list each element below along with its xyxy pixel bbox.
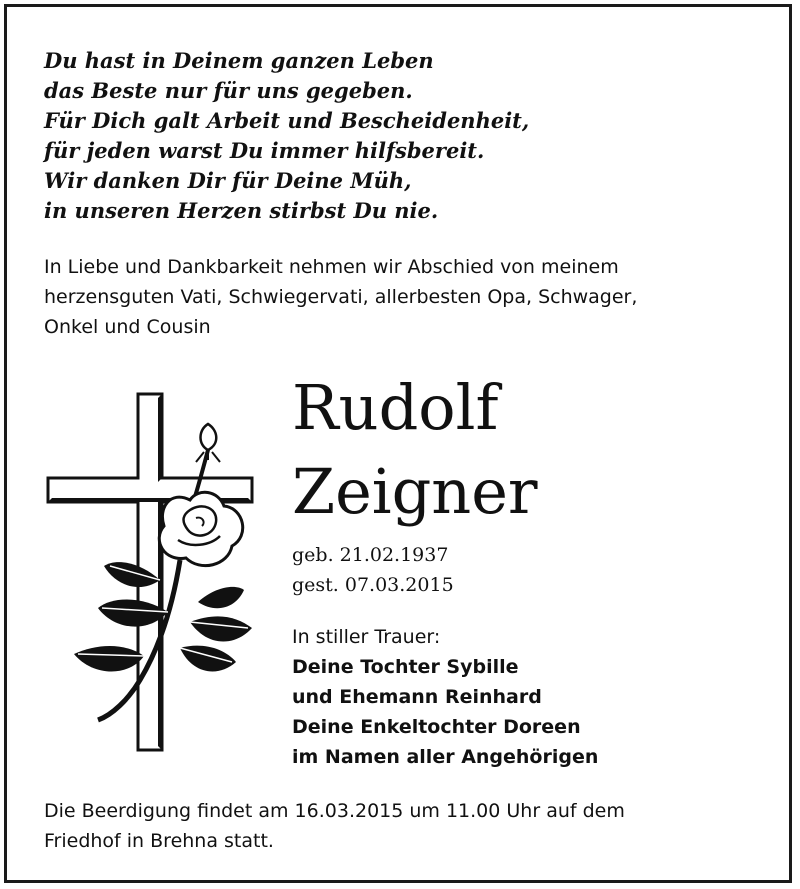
funeral-line: Friedhof in Brehna statt. (44, 830, 274, 852)
intro-line: Onkel und Cousin (44, 316, 211, 338)
mourners-label: In stiller Trauer: (292, 626, 441, 648)
funeral-notice (44, 796, 774, 856)
last-name: Zeigner (292, 455, 538, 528)
cross-with-rose-icon (40, 390, 265, 760)
intro-line: In Liebe und Dankbarkeit nehmen wir Abschied von meinem (44, 256, 619, 278)
memorial-poem (44, 46, 529, 226)
poem-line: für jeden warst Du immer hilfsbereit. (44, 138, 485, 163)
mourner-name: Deine Enkeltochter Doreen (292, 716, 581, 738)
first-name: Rudolf (292, 371, 499, 444)
cross-icon (48, 394, 252, 750)
mourner-name: und Ehemann Reinhard (292, 686, 542, 708)
poem-line: Du hast in Deinem ganzen Leben (44, 48, 434, 73)
poem-line: in unseren Herzen stirbst Du nie. (44, 198, 439, 223)
birth-date: geb. 21.02.1937 (292, 544, 449, 566)
mourner-name: Deine Tochter Sybille (292, 656, 519, 678)
poem-line: das Beste nur für uns gegeben. (44, 78, 413, 103)
mourner-name: im Namen aller Angehörigen (292, 746, 599, 768)
intro-line: herzensguten Vati, Schwiegervati, allerbesten Opa, Schwager, (44, 286, 638, 308)
deceased-name (292, 366, 538, 534)
poem-line: Wir danken Dir für Deine Müh, (44, 168, 412, 193)
life-dates (292, 540, 454, 600)
farewell-intro (44, 252, 764, 342)
death-date: gest. 07.03.2015 (292, 574, 454, 596)
funeral-line: Die Beerdigung findet am 16.03.2015 um 11.00 Uhr auf dem (44, 800, 625, 822)
mourners-block (292, 622, 598, 772)
poem-line: Für Dich galt Arbeit und Bescheidenheit, (44, 108, 530, 133)
